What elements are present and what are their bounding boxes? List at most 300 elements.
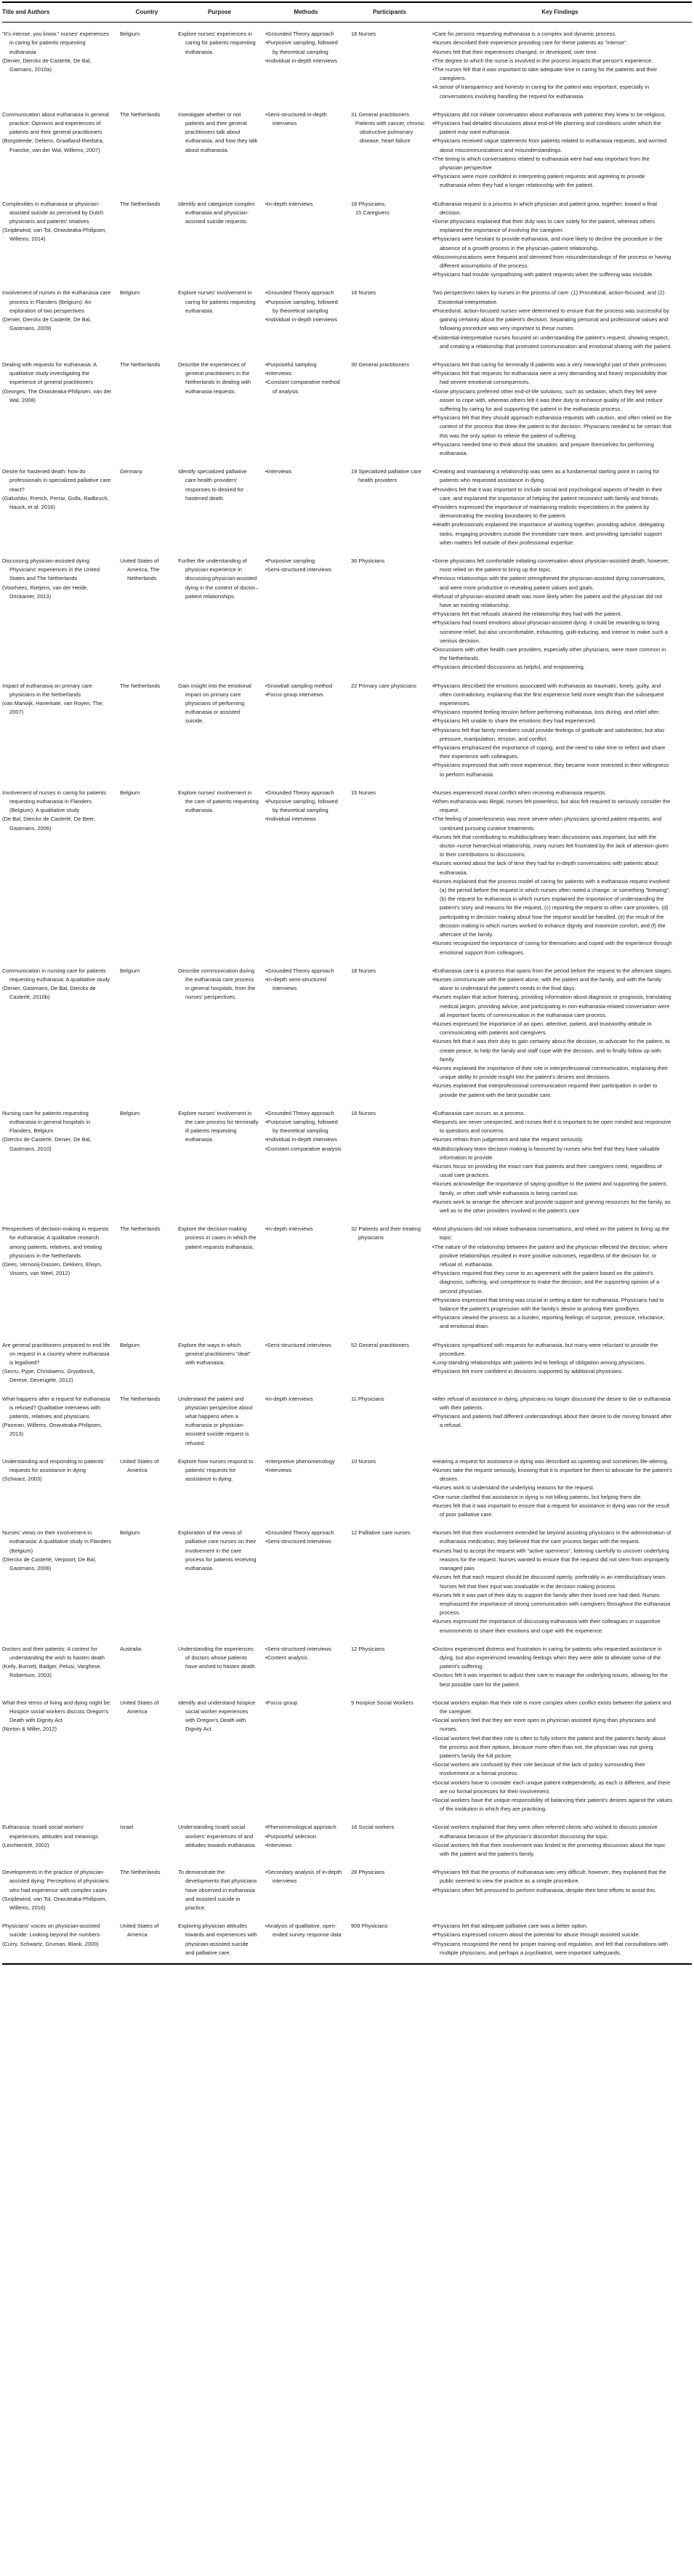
methods-item: • In-depth interviews [265, 1225, 344, 1233]
study-title: Are general practitioners prepared to end life on request in a country where euthanasia is legalised? [2, 1341, 110, 1367]
participants-line: 909 Physicians [351, 1923, 388, 1930]
finding-item: • Physicians needed time to think about the situation, and prepare themselves for performing euthanasia. [432, 440, 673, 458]
participants-cell [351, 1225, 432, 1331]
header-purpose: Purpose [207, 9, 231, 15]
study-authors: (Borgsteede, Deliens, Graafland-Riedstra, Francke, van der Wal, Willems, 2007) [2, 137, 104, 153]
country-cell [120, 1109, 178, 1215]
finding-item: • Nurses expressed the importance of an open, attentive, patient, and trustworthy attitude in communicating with patients and caregivers. [432, 1020, 673, 1037]
study-title: Communication about euthanasia in general practice: Opinions and experiences of patients and their general practitioners [2, 110, 109, 136]
table-row [2, 110, 692, 190]
participants-line: 18 Nurses [351, 967, 376, 974]
methods-item: • Grounded Theory approach [265, 289, 344, 297]
methods-cell [265, 1395, 351, 1448]
finding-item: • A sense of transparency and honesty in caring for the patient was important, especially in conversations involving handling the request for euthanasia. [432, 83, 673, 100]
participants-cell [351, 1457, 432, 1519]
finding-item: • Euthanasia request is a process in which physician and patient grow, together, toward a final decision. [432, 200, 673, 217]
finding-item: • Health professionals explained the importance of working together, providing advice, delegating tasks, engaging providers outside the immediate care team, and providing specialist support when matters fell outside of their professional expertise. [432, 520, 673, 547]
study-title: Involvement of nurses in the euthanasia care process in Flanders (Belgium): An exploration of two perspectives [2, 289, 111, 314]
participants-line: 28 Physicians [351, 1869, 385, 1876]
methods-cell [265, 789, 351, 957]
finding-item: • Nurses felt that their experiences changed, or developed, over time. [432, 48, 673, 57]
country-cell [120, 200, 178, 280]
study-authors: (Galushko, Frerich, Perrar, Golla, Radbruch, Nauck, et al. 2016) [2, 494, 109, 510]
purpose-text: Describe the experiences of general practitioners in the Netherlands in dealing with euthanasia requests. [178, 361, 251, 395]
finding-item: • Physicians felt more confident in decisions supported by additional physicians. [432, 1367, 673, 1376]
country-cell [120, 1395, 178, 1448]
study-authors: (Voorhees, Rietjens, van der Heide, Drickamer, 2013) [2, 584, 89, 600]
country-value: Belgium [120, 289, 140, 297]
purpose-text: Explore nurses' involvement in caring for patients requesting euthanasia. [178, 289, 256, 314]
finding-item: • Nurses focus on providing the exact care that patients and their caregivers need, regardless of usual care practices. [432, 1162, 673, 1180]
study-authors: (Secru, Pype, Christiaens, Grypdonck, Derese, Deveugele, 2012) [2, 1368, 95, 1384]
finding-item: • The feeling of powerlessness was more severe when physicians ignored patient requests, and continued pursuing curative treatments. [432, 815, 673, 832]
finding-item: • Physicians were hesitant to provide euthanasia, and more likely to decline the procedure in the absence of a growth process in the physician–patient relationship. [432, 235, 673, 252]
finding-item: • Nurses recognized the importance of caring for themselves and coped with the experience through emotional support from colleagues. [432, 939, 673, 957]
methods-cell [265, 110, 351, 190]
finding-item: • Physicians viewed the process as a burden, reporting feelings of surprise, pressure, reluctance, and emotional drain. [432, 1313, 673, 1331]
table-row [2, 1868, 692, 1912]
country-cell [120, 361, 178, 458]
finding-item: • Nurses take the request seriously, knowing that it is important for them to advocate for the patient's desires. [432, 1466, 673, 1484]
study-title: Involvement of nurses in caring for patients requesting euthanasia in Flanders (Belgium): A qualitative study [2, 789, 106, 814]
finding-item: • Nurses expressed the importance of discussing euthanasia with their colleagues in supportive environments to share their emotions and cope with the experience. [432, 1617, 673, 1635]
key-findings-cell [432, 557, 692, 672]
methods-item: • Individual in-depth interviews [265, 57, 344, 65]
purpose-text: Investigate whether or not patients and their general practitioners talk about euthanasia, and how they talk about euthanasia. [178, 110, 258, 153]
table-row [2, 30, 692, 101]
methods-item: • Analysis of qualitative, open-ended survey response data [265, 1922, 344, 1939]
finding-item: • The degree to which the nurse is involved in the process impacts that person's experience. [432, 57, 673, 65]
participants-cell [351, 967, 432, 1100]
participants-line: 12 Palliative care nurses [351, 1529, 411, 1537]
study-title: Impact of euthanasia on primary care physicians in the Netherlands [2, 682, 92, 698]
purpose-cell [178, 1457, 265, 1519]
participants-cell [351, 467, 432, 547]
table-row [2, 200, 692, 280]
study-authors: (Leichtentritt, 2002) [2, 1841, 49, 1848]
finding-item: • Social workers feel that their role is often to fully inform the patient and the patient's family about the process and their options, because more often than not, the physician was not giving patient's family the full picture. [432, 1734, 673, 1761]
purpose-cell [178, 682, 265, 779]
methods-item: • Secondary analysis of in-depth interviews [265, 1868, 344, 1885]
finding-item: • Doctors felt it was important to adjust their care to manage the underlying issues, allowing for the best possible care for the patient. [432, 1671, 673, 1689]
finding-item: • Existential-interpretative nurses focused on understanding the patient's request, showing respect, and creating a relationship that promoted communication and emotional sharing with the patient. [432, 334, 673, 351]
finding-item: • Social workers have the unique responsibility of balancing their patient's desires against the values of the institution in which they are practicing. [432, 1796, 673, 1814]
methods-item: • Interviews [265, 369, 344, 378]
country-cell [120, 1699, 178, 1814]
methods-item: • Interpretive phenomenology [265, 1457, 344, 1466]
purpose-text: Identify and understand hospice social worker experiences with Oregon's Death with Dignity Act. [178, 1699, 256, 1733]
key-findings-cell [432, 967, 692, 1100]
purpose-cell [178, 110, 265, 190]
participants-cell [351, 789, 432, 957]
study-authors: (Dees, Vernooij-Dassen, Dekkers, Elwyn, Vissers, van Weel, 2012) [2, 1261, 102, 1277]
methods-cell [265, 1922, 351, 1957]
methods-item: • Grounded Theory approach [265, 967, 344, 975]
participants-cell [351, 1395, 432, 1448]
participants-line: 18 Physicians, [351, 200, 387, 207]
table-row [2, 1109, 692, 1215]
methods-cell [265, 200, 351, 280]
title-cell [2, 557, 120, 672]
methods-item: • Individual in-depth interviews [265, 315, 344, 324]
methods-item: • Purposive sampling [265, 557, 344, 565]
finding-item: • Physicians felt that adequate palliative care was a better option. [432, 1922, 673, 1931]
methods-item: • Focus group interviews [265, 691, 344, 699]
participants-line: 10 Nurses [351, 1457, 376, 1465]
country-cell [120, 1529, 178, 1635]
participants-cell [351, 30, 432, 101]
key-findings-cell [432, 1823, 692, 1859]
participants-line: 36 Physicians [351, 557, 385, 564]
key-findings-cell [432, 1109, 692, 1215]
key-findings-cell [432, 682, 692, 779]
country-value: Belgium [120, 31, 140, 38]
study-authors: (Norton & Miller, 2012) [2, 1726, 57, 1733]
finding-item: • Physicians felt that they should approach euthanasia requests with caution, and often relied on the context of the process that drew the patient to the decision. Physicians needed to be certain that this was the only option to relieve the patient of suffering. [432, 414, 673, 440]
participants-line: 19 Specialized palliative care health providers [351, 468, 421, 484]
title-cell [2, 1395, 120, 1448]
study-authors: (Dierckx de Casterlé, Denier, De Bal, Gastmans, 2010) [2, 1136, 92, 1152]
finding-item: • Nurses described their experience providing care for these patients as "intense". [432, 39, 673, 47]
country-cell [120, 789, 178, 957]
methods-cell [265, 1823, 351, 1859]
purpose-text: Gain insight into the emotional impact on primary care physicians of performing euthanasia or assisted suicide. [178, 682, 251, 725]
title-cell [2, 682, 120, 779]
finding-item: • Nurses explained the importance of their role in interprofessional communication, explaining their unique ability to provide insight into the patient's desires and decisions. [432, 1064, 673, 1082]
methods-item: • Semi-structured interviews [265, 1341, 344, 1350]
study-title: "It's intense, you know." nurses' experiences in caring for patients requesting euthanasia [2, 31, 110, 55]
purpose-text: Explore nurses' experiences in caring for patients requesting euthanasia. [178, 31, 256, 55]
purpose-cell [178, 1823, 265, 1859]
title-cell [2, 789, 120, 957]
table-row [2, 1645, 692, 1689]
study-title: Euthanasia: Israeli social workers' experiences, attitudes and meanings [2, 1824, 99, 1840]
country-cell [120, 682, 178, 779]
methods-item: • In-depth interviews [265, 200, 344, 209]
study-authors: (Dierckx de Casterlé, Verpoort, De Bal, Gastmans, 2006) [2, 1555, 97, 1572]
finding-item: • Nurses felt that it was important to ensure that a request for assistance in dying was not the result of poor palliative care. [432, 1502, 673, 1519]
purpose-text: Exploring physician attitudes towards and experiences with physician-assisted suicide and palliative care. [178, 1923, 257, 1956]
finding-item: • Social workers felt that their involvement was limited to the promoting discussion about the topic with the patient and the patient's family. [432, 1841, 673, 1859]
table-row [2, 1529, 692, 1635]
methods-cell [265, 1109, 351, 1215]
purpose-text: Understanding the experiences of doctors whose patients have wished to hasten death. [178, 1645, 257, 1670]
finding-item: • Physicians did not initiate conversation about euthanasia with patients they knew to be religious. [432, 110, 673, 119]
table-row [2, 1823, 692, 1859]
study-authors: (Pasman, Willems, Onwuteaka-Philipsen, 2013) [2, 1422, 102, 1438]
participants-cell [351, 1341, 432, 1385]
methods-item: • Grounded Theory approach [265, 1529, 344, 1537]
finding-item: • The nature of the relationship between the patient and the physician effected the decision, where positive relationships resulted in more positive outcomes, regardless of the decision for, or refusal of, euthanasia. [432, 1243, 673, 1270]
finding-item: • Social workers explain that their role is more complex when conflict exists between the patient and the caregiver. [432, 1699, 673, 1716]
study-title: Physicians' voices on physician-assisted suicide: Looking beyond the numbers [2, 1923, 100, 1939]
participants-line: 18 Nurses [351, 31, 376, 38]
country-cell [120, 1341, 178, 1385]
key-findings-cell [432, 1341, 692, 1385]
finding-item: • Social workers feel that they are more open to physician assisted dying than physicians and nurses. [432, 1716, 673, 1734]
finding-item: • Physicians felt that family members could provide feelings of gratitude and satisfaction, but also pressure, manipulation, tension, and conflict. [432, 726, 673, 744]
table-body [2, 23, 692, 1965]
country-cell [120, 110, 178, 190]
purpose-cell [178, 967, 265, 1100]
finding-item: • Procedural, action-focused nurses were determined to ensure that the process was successful by gaining certainty about the patient's decision. Separating personal and professional values and following procedure was very important to these nurses. [432, 307, 673, 334]
participants-line: 30 General practitioners [351, 361, 410, 368]
purpose-text: Describe communication during the euthanasia care process in general hospitals, from the nurses' perspectives. [178, 967, 256, 1001]
methods-item: • Purposive sampling, followed by theoretical sampling [265, 797, 344, 815]
methods-item: • Semi-structured interviews [265, 565, 344, 574]
table-row [2, 1341, 692, 1385]
key-findings-cell [432, 467, 692, 547]
finding-item: • Miscommunications were frequent and stemmed from misunderstandings of the process or having different assumptions of the process. [432, 253, 673, 270]
purpose-cell [178, 1395, 265, 1448]
finding-item: • Providers expressed the importance of maintaining realistic expectations in the patient by demonstrating the existing boundaries to the patient. [432, 503, 673, 520]
methods-item: • Semi-structured interviews [265, 1537, 344, 1546]
methods-item: • Individual in-depth interviews [265, 1135, 344, 1144]
title-cell [2, 361, 120, 458]
country-value: Belgium [120, 967, 140, 974]
purpose-text: Explore nurses' involvement in the care of patients requesting euthanasia. [178, 789, 259, 814]
participants-cell [351, 682, 432, 779]
finding-item: • After refusal of assistance in dying, physicians no longer discussed the desire to die or euthanasia with their patients. [432, 1395, 673, 1412]
purpose-cell [178, 557, 265, 672]
purpose-cell [178, 1341, 265, 1385]
study-title: Communication in nursing care for patients requesting euthanasia: A qualitative study [2, 967, 110, 983]
study-authors: (Schwarz, 2003) [2, 1476, 42, 1483]
participants-line: 9 Hospice Social Workers [351, 1699, 413, 1706]
header-key-findings: Key Findings [541, 9, 578, 15]
methods-cell [265, 30, 351, 101]
methods-item: • Individual interviews [265, 815, 344, 824]
header-title-authors: Title and Authors [2, 9, 50, 15]
study-title: What their terms of living and dying might be: Hospice social workers discuss Oregon's Death with Dignity Act [2, 1699, 112, 1724]
participants-line: 22 Primary care physicians [351, 682, 417, 689]
key-findings-cell [432, 289, 692, 350]
finding-item: • Physicians had mixed emotions about physician-assisted dying: it could be rewarding to bring someone relief, but also uncomfortable, exhausting, guilt-inducing, and intense to make such a serious decision. [432, 619, 673, 645]
purpose-text: Understanding Israeli social workers' experiences of and attitudes towards euthanasia. [178, 1824, 257, 1848]
methods-item: • Phenomenological approach [265, 1823, 344, 1832]
finding-item: • Long-standing relationships with patients led to feelings of obligation among physicians. [432, 1359, 673, 1367]
finding-item: • Previous relationships with the patient strengthened the physician-assisted dying conversations, and were more productive in revealing patient values and goals. [432, 574, 673, 592]
methods-item: • In-depth semi-structured interviews [265, 975, 344, 993]
study-title: Nurses' views on their involvement in euthanasia: A qualitative study in Flanders (Belgium) [2, 1529, 112, 1554]
purpose-text: Explore the ways in which general practitioners "deal" with euthanasia. [178, 1341, 251, 1367]
title-cell [2, 1922, 120, 1957]
key-findings-cell [432, 1922, 692, 1957]
finding-item: • Social workers are confused by their role because of the lack of policy surrounding their involvement or a formal process. [432, 1760, 673, 1778]
study-authors: (Denier, Dierckx de Casterlé, De Bal, Gatmans, 2010a) [2, 57, 92, 73]
methods-item: • Snowball sampling method [265, 682, 344, 691]
country-value: United States of America [120, 1457, 159, 1474]
purpose-cell [178, 467, 265, 547]
purpose-cell [178, 1645, 265, 1689]
finding-item: • Physicians received vague statements from patients related to euthanasia requests, and worried about miscommunications and misunderstandings. [432, 137, 673, 154]
methods-cell [265, 967, 351, 1100]
table-row [2, 1395, 692, 1448]
methods-cell [265, 1868, 351, 1912]
methods-cell [265, 1225, 351, 1331]
title-cell [2, 200, 120, 280]
country-cell [120, 1868, 178, 1912]
methods-item: • Interviews [265, 467, 344, 476]
participants-cell [351, 1823, 432, 1859]
finding-item: • Nurses experienced moral conflict when receiving euthanasia requests. [432, 789, 673, 797]
country-cell [120, 1645, 178, 1689]
finding-item: • Nurses felt it was part of their duty to support the family after their loved one had died. Nurses emphasized the importance of strong communication with caregivers throughout the euthanasia process. [432, 1591, 673, 1618]
finding-item: • The nurses felt that it was important to take adequate time in caring for the patients and their caregivers. [432, 65, 673, 83]
finding-item: • Doctors experienced distress and frustration in caring for patients who requested assistance in dying, but also experienced rewarding feelings when they were able to alleviate some of the patient's suffering. [432, 1645, 673, 1672]
finding-item: • Multidisciplinary team decision making is favoured by nurses who feel that they have valuable information to provide. [432, 1145, 673, 1162]
table-header-row [2, 1, 692, 23]
purpose-cell [178, 1225, 265, 1331]
participants-cell [351, 289, 432, 350]
title-cell [2, 289, 120, 350]
table-row [2, 1922, 692, 1957]
purpose-text: Identify and categorize complex euthanasia and physician-assisted suicide requests. [178, 200, 255, 225]
country-cell [120, 289, 178, 350]
finding-item: • Physicians felt unable to share the emotions they had experienced. [432, 717, 673, 725]
finding-item: • The timing in which conversations related to euthanasia were had was important from the physician perspective. [432, 155, 673, 172]
methods-item: • Grounded Theory approach [265, 30, 344, 39]
title-cell [2, 1225, 120, 1331]
methods-item: • Content analysis [265, 1654, 344, 1662]
finding-item: • Physicians described discussions as helpful, and empowering. [432, 663, 673, 672]
study-title: Complexities in euthanasia or physician-assisted suicide as perceived by Dutch physicians and patients' relatives [2, 200, 104, 225]
finding-item: • Nurses felt that contributing to multidisciplinary team discussions was important, but with the doctor–nurse hierarchical relationship, many nurses felt frustrated by the lack of attention given to their contributions to discussions. [432, 833, 673, 860]
finding-item: • Nurses felt that it was their duty to gain certainty about the decision, to advocate for the patient, to create peace, to help the family and staff cope with the decision, and to finally follow up with family. [432, 1037, 673, 1064]
country-value: Belgium [120, 1109, 140, 1116]
finding-item: • Creating and maintaining a relationship was seen as a fundamental starting point in caring for patients who requested assistance in dying. [432, 467, 673, 485]
methods-cell [265, 361, 351, 458]
finding-item: • Some physicians explained that their duty was to care solely for the patient, whereas others explained the importance of involving the caregiver. [432, 217, 673, 235]
participants-cell [351, 1868, 432, 1912]
methods-cell [265, 1529, 351, 1635]
purpose-text: To demonstrate the developments that physicians have observed in euthanasia and assisted suicide in practice. [178, 1869, 257, 1911]
country-value: The Netherlands [120, 200, 161, 207]
country-value: Israel [120, 1824, 134, 1831]
key-findings-cell [432, 1529, 692, 1635]
title-cell [2, 1529, 120, 1635]
country-value: The Netherlands [120, 1395, 161, 1402]
participants-line: Patients with cancer, chronic obstructive pulmonary disease, heart failure [355, 120, 425, 145]
finding-item: • Physicians felt that caring for terminally ill patients was a very meaningful part of their profession. [432, 361, 673, 369]
finding-item: • Most physicians did not initiate euthanasia conversations, and relied on the patient to bring up the topic. [432, 1225, 673, 1242]
participants-line: 12 Physicians [351, 1645, 385, 1652]
purpose-cell [178, 361, 265, 458]
key-findings-cell [432, 110, 692, 190]
country-cell [120, 557, 178, 672]
study-authors: (Georges, The Onwuteaka-Philipsen, van der Wal, 2008) [2, 387, 112, 403]
table-row [2, 289, 692, 350]
finding-item: • Nurses refrain from judgement and take the request seriously. [432, 1135, 673, 1144]
study-title: Desire for hastened death: how do professionals in specialized palliative care react? [2, 468, 111, 493]
header-methods: Methods [294, 9, 318, 15]
key-findings-cell [432, 1457, 692, 1519]
participants-cell [351, 1922, 432, 1957]
participants-line: 15 Caregivers [355, 209, 390, 216]
participants-cell [351, 110, 432, 190]
finding-item: • Nurses communicate with the patient alone, with the patient and the family, and with the family alone to understand the patient's needs in the final days. [432, 975, 673, 993]
methods-item: • Purposive sampling, followed by theoretical sampling [265, 39, 344, 56]
purpose-text: Explore how nurses respond to patients' requests for assistance in dying. [178, 1457, 254, 1483]
title-cell [2, 1645, 120, 1689]
finding-item: • Physicians expressed that timing was crucial in setting a date for euthanasia. Physicians had to balance the patient's progression with the family's desire to prolong their goodbyes. [432, 1296, 673, 1313]
title-cell [2, 967, 120, 1100]
methods-cell [265, 557, 351, 672]
participants-cell [351, 200, 432, 280]
country-cell [120, 467, 178, 547]
purpose-cell [178, 1699, 265, 1814]
country-cell [120, 30, 178, 101]
table-row [2, 1225, 692, 1331]
finding-item: • Requests are never unexpected, and nurses feel it is important to be open minded and responsive to questions and concerns. [432, 1118, 673, 1135]
study-authors: (Snijdewind, van Tol, Onwuteaka-Philipsen, Willems, 2014) [2, 227, 107, 243]
methods-cell [265, 467, 351, 547]
title-cell [2, 1457, 120, 1519]
table-row [2, 1457, 692, 1519]
finding-item: • Nurses explained that the process model of caring for patients with a euthanasia request involved: (a) the period before the request in which nurses often noted a change, or something "brewing", (b) the request for euthanasia in which nurses explained the importance of understanding the patient's story and reasons for the request, (c) reporting the request to other care providers, (d) participating in decision making about how the request would be handled, (e) the result of the decision making in which nurses worked to enhance dignity and maximize comfort, and (f) the aftercare of the family. [432, 877, 673, 939]
methods-cell [265, 1341, 351, 1385]
study-title: Developments in the practice of physician-assisted dying: Perceptions of physicians who had experience with complex cases [2, 1869, 109, 1893]
country-value: The Netherlands [120, 682, 161, 689]
purpose-cell [178, 1529, 265, 1635]
participants-line: 18 Nurses [351, 1109, 376, 1116]
header-country: Country [135, 9, 158, 15]
finding-item: • Discussions with other health care providers, especially other physicians, were more common in the Netherlands. [432, 645, 673, 663]
table-row [2, 967, 692, 1100]
participants-cell [351, 1699, 432, 1814]
finding-item: • Physicians felt that requests for euthanasia were a very demanding and heavy responsibility that had severe emotional consequences. [432, 369, 673, 387]
methods-cell [265, 682, 351, 779]
finding-item: • Refusal of physician-assisted death was more likely when the patient and the physician did not have an existing relationship. [432, 592, 673, 610]
country-value: Belgium [120, 1341, 140, 1348]
methods-item: • Purposeful sampling [265, 361, 344, 369]
study-authors: (Denier, Dierckx de Casterlé, De Bal, Gastmans, 2009) [2, 316, 92, 332]
participants-cell [351, 557, 432, 672]
finding-item: • Physicians were more confident in interpreting patient requests and agreeing to provide euthanasia when they had a longer relationship with the patient. [432, 172, 673, 190]
finding-item: • When euthanasia was illegal, nurses felt powerless, but also felt required to seriously consider the request. [432, 797, 673, 815]
finding-item: • Nurses felt that their involvement extended far beyond assisting physicians in the administration of euthanasia medication; they believed that the care process began with the request. [432, 1529, 673, 1546]
key-findings-cell [432, 1225, 692, 1331]
study-title: Nursing care for patients requesting euthanasia in general hospitals in Flanders, Belgium [2, 1109, 91, 1135]
purpose-cell [178, 1868, 265, 1912]
title-cell [2, 30, 120, 101]
country-value: Belgium [120, 1529, 140, 1537]
purpose-text: Explore the decision-making process in cases in which the patient requests euthanasia. [178, 1225, 257, 1250]
country-value: Belgium [120, 789, 140, 796]
methods-item: • In-depth interviews [265, 1395, 344, 1404]
key-findings-cell [432, 200, 692, 280]
participants-cell [351, 1529, 432, 1635]
participants-line: 31 General practitioners [351, 110, 410, 118]
finding-item: • Nurses work to understand the underlying reasons for the request. [432, 1484, 673, 1492]
participants-line: 16 Social workers [351, 1824, 395, 1831]
finding-item: • Physicians felt that refusals strained the relationship they had with the patient. [432, 610, 673, 619]
purpose-cell [178, 200, 265, 280]
finding-item: • Physicians had detailed discussions about end-of-life planning and conditions under which the patient may want euthanasia. [432, 119, 673, 137]
study-authors: (van Marwijk, Haverkate, van Royen, The, 2007) [2, 700, 104, 716]
finding-item: • Physicians expressed concern about the potential for abuse through assisted suicide. [432, 1931, 673, 1939]
methods-cell [265, 1699, 351, 1814]
methods-cell [265, 289, 351, 350]
purpose-cell [178, 1922, 265, 1957]
purpose-text: Explore nurses' involvement in the care process for terminally ill patients requesting euthanasia. [178, 1109, 259, 1143]
country-value: The Netherlands [120, 1869, 161, 1876]
header-participants: Participants [373, 9, 406, 15]
table-row [2, 467, 692, 547]
country-value: The Netherlands [120, 1225, 161, 1233]
finding-item: • Physicians expressed that with more experience, they became more restricted in their willingness to perform euthanasia. [432, 761, 673, 778]
title-cell [2, 1341, 120, 1385]
